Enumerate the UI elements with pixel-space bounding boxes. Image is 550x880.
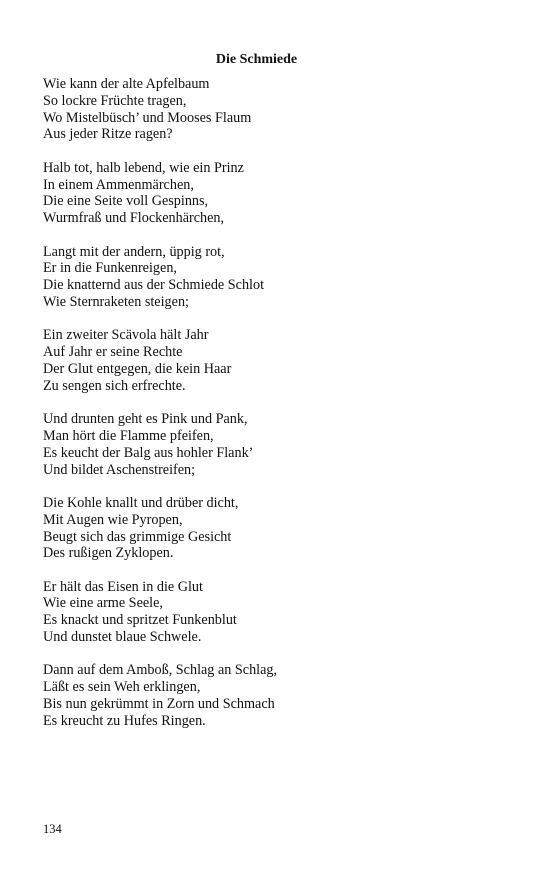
stanza: [43, 244, 513, 311]
poem-line: Man hört die Flamme pfeifen,: [43, 427, 214, 444]
poem-line: Beugt sich das grimmige Gesicht: [43, 528, 232, 545]
poem-line: Es kreucht zu Hufes Ringen.: [43, 712, 206, 729]
stanza: [43, 662, 513, 729]
poem-line: Des rußigen Zyklopen.: [43, 545, 174, 562]
poem-line: Wo Mistelbüsch’ und Mooses Flaum: [43, 109, 252, 126]
stanza: [43, 76, 513, 143]
stanza: [43, 327, 513, 394]
poem-line: Mit Augen wie Pyropen,: [43, 511, 183, 528]
poem-line: Die knatternd aus der Schmiede Schlot: [43, 277, 265, 294]
poem-line: In einem Ammenmärchen,: [43, 176, 194, 193]
poem-body: [43, 76, 513, 746]
poem-line: Der Glut entgegen, die kein Haar: [43, 360, 232, 377]
poem-line: Wurmfraß und Flockenhärchen,: [43, 210, 225, 227]
poem-line: Es keucht der Balg aus hohler Flank’: [43, 444, 254, 461]
poem-line: Aus jeder Ritze ragen?: [43, 126, 173, 143]
poem-line: Dann auf dem Amboß, Schlag an Schlag,: [43, 662, 278, 679]
poem-line: Und dunstet blaue Schwele.: [43, 629, 202, 646]
stanza: [43, 411, 513, 478]
poem-line: Es knackt und spritzet Funkenblut: [43, 612, 237, 629]
poem-line: Und bildet Aschenstreifen;: [43, 461, 196, 478]
poem-line: Die eine Seite voll Gespinns,: [43, 193, 209, 210]
poem-line: Er in die Funkenreigen,: [43, 260, 177, 277]
page-number: 134: [43, 822, 62, 836]
poem-line: Langt mit der andern, üppig rot,: [43, 243, 225, 260]
poem-line: Er hält das Eisen in die Glut: [43, 578, 203, 595]
poem-line: Und drunten geht es Pink und Pank,: [43, 411, 248, 428]
poem-line: Läßt es sein Weh erklingen,: [43, 679, 201, 696]
poem-line: So lockre Früchte tragen,: [43, 92, 187, 109]
poem-line: Bis nun gekrümmt in Zorn und Schmach: [43, 696, 275, 713]
stanza: [43, 160, 513, 227]
poem-line: Halb tot, halb lebend, wie ein Prinz: [43, 159, 244, 176]
poem-title: Die Schmiede: [215, 52, 298, 67]
poem-line: Wie Sternraketen steigen;: [43, 293, 189, 310]
stanza: [43, 495, 513, 562]
poem-line: Auf Jahr er seine Rechte: [43, 344, 183, 361]
stanza: [43, 579, 513, 646]
poem-line: Die Kohle knallt und drüber dicht,: [43, 494, 239, 511]
poem-line: Ein zweiter Scävola hält Jahr: [43, 327, 209, 344]
poem-line: Wie kann der alte Apfelbaum: [43, 76, 210, 92]
poem-line: Zu sengen sich erfrechte.: [43, 377, 186, 394]
poem-line: Wie eine arme Seele,: [43, 595, 163, 612]
